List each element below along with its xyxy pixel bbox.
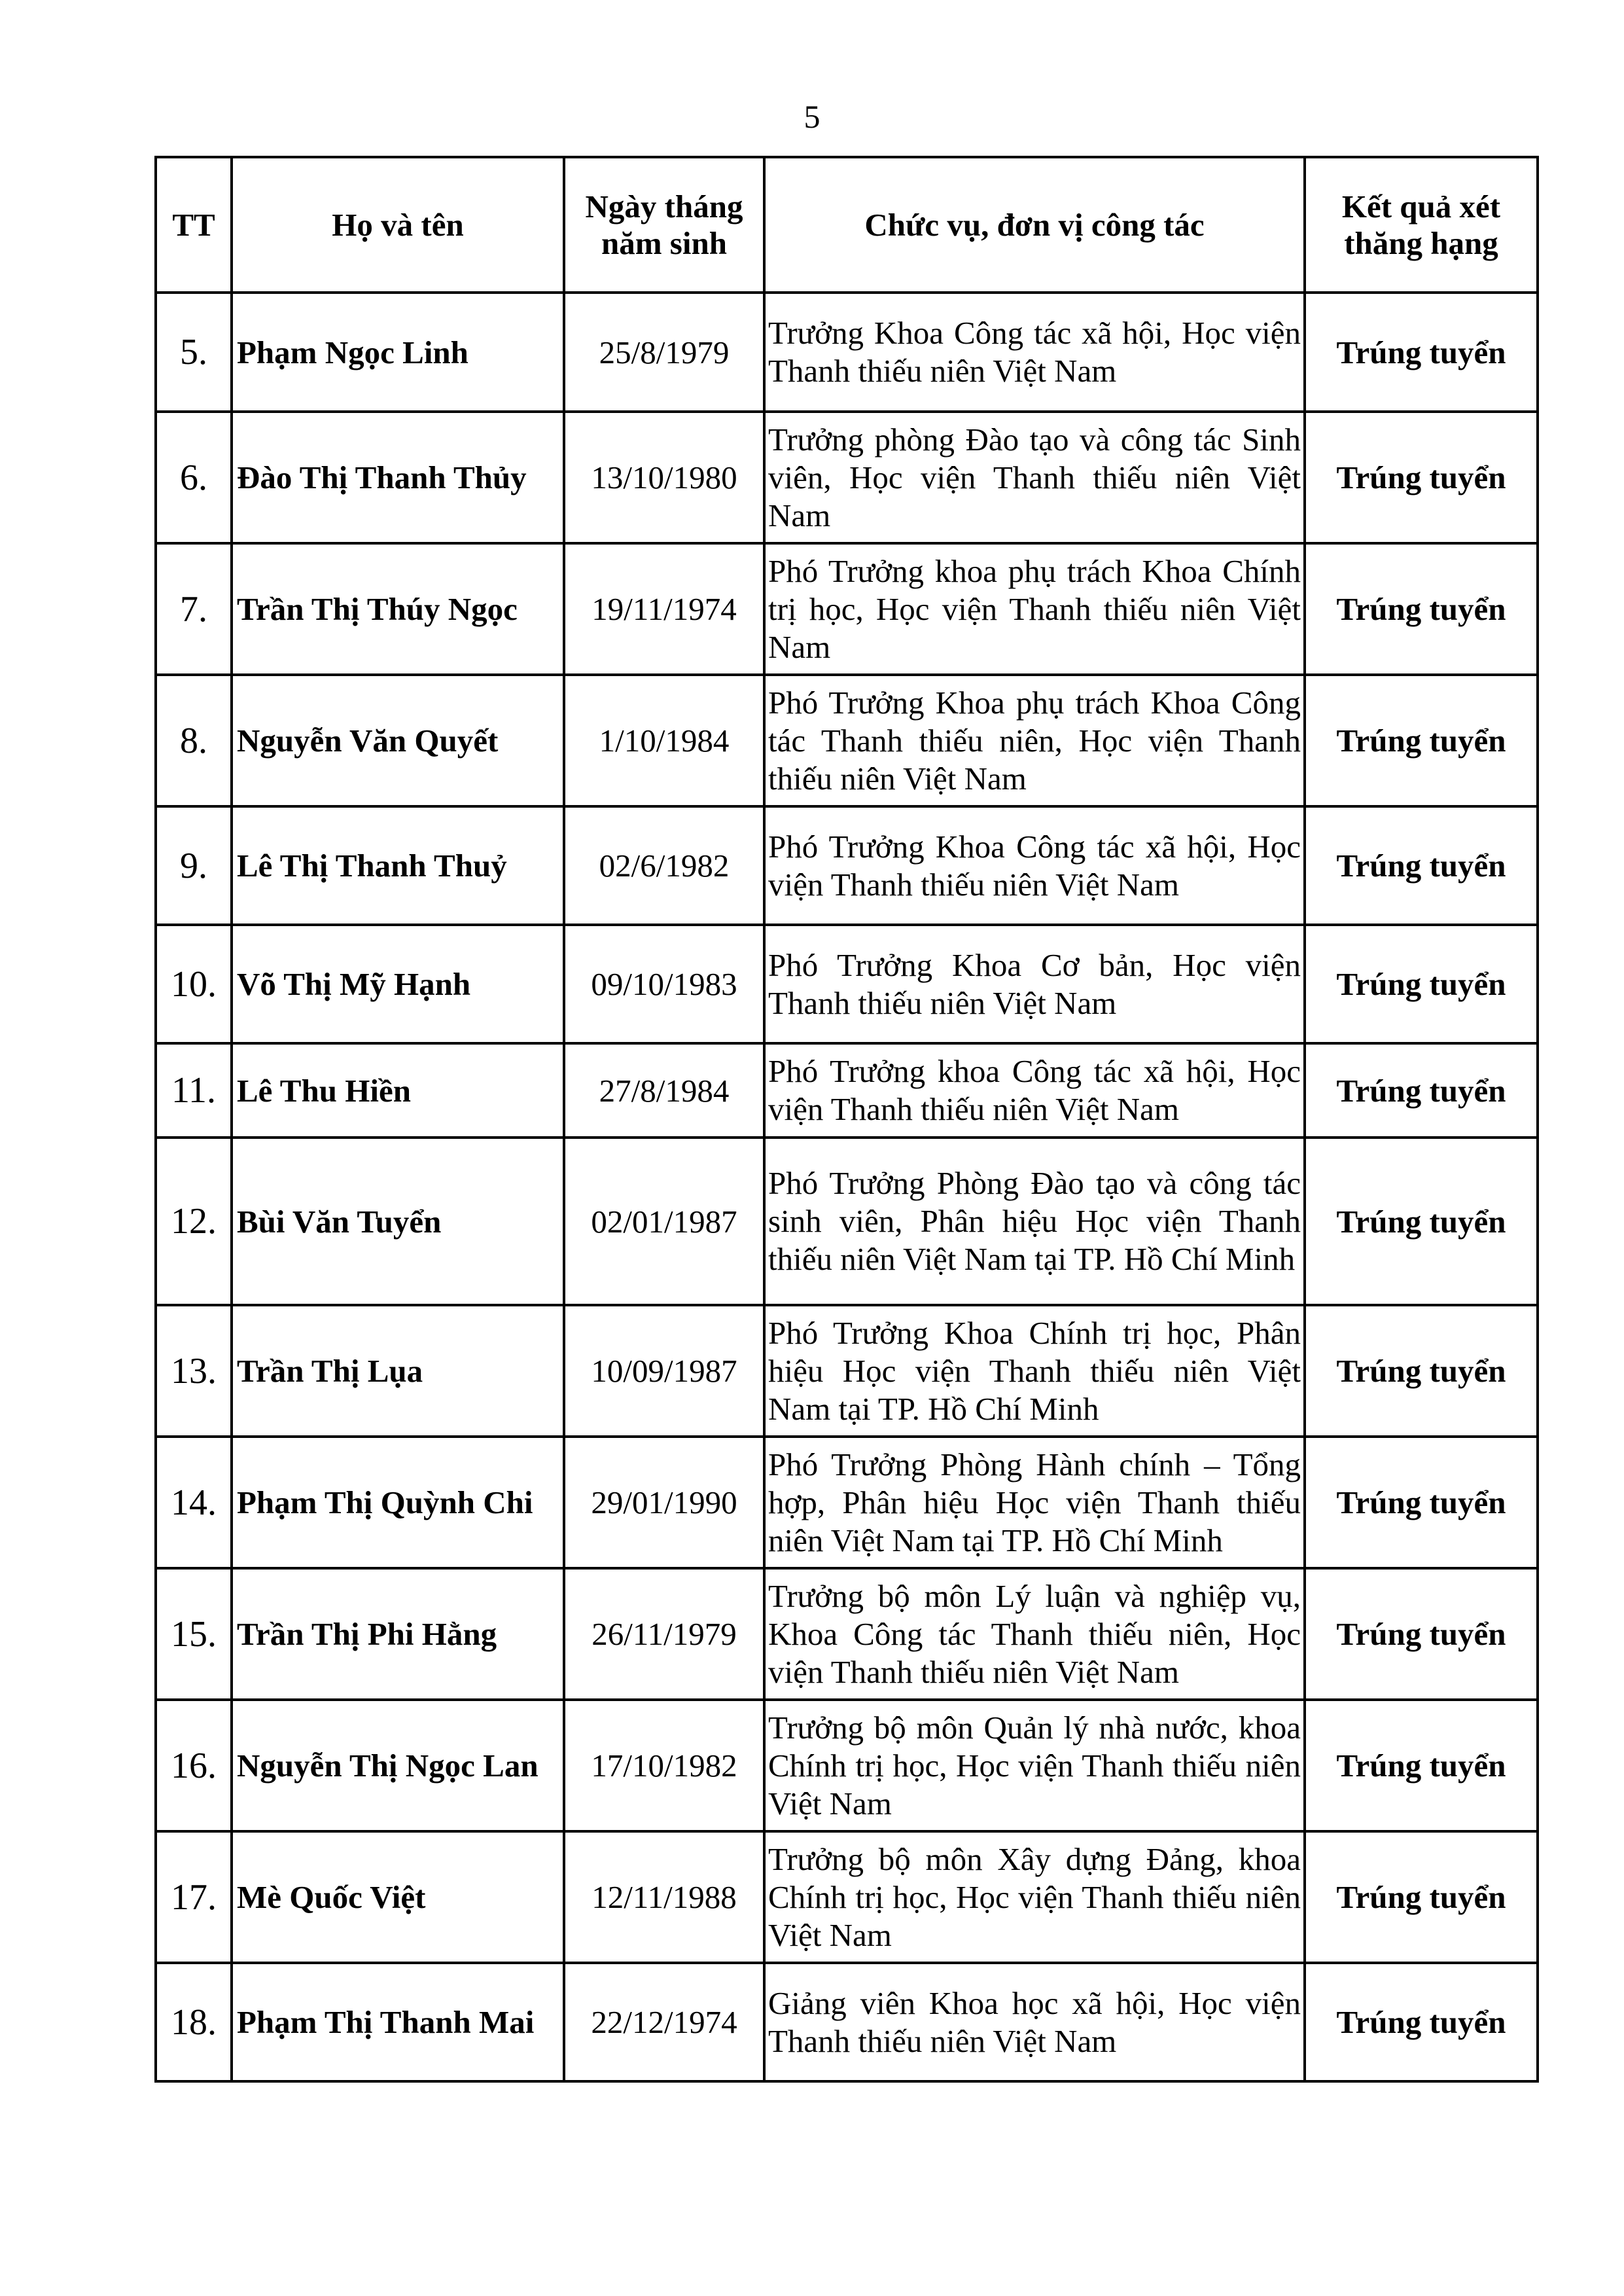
header-name: Họ và tên xyxy=(232,157,564,293)
row-name: Lê Thị Thanh Thuỷ xyxy=(232,806,564,925)
row-name: Nguyễn Thị Ngọc Lan xyxy=(232,1700,564,1831)
table-row xyxy=(156,293,1538,412)
row-name: Trần Thị Thúy Ngọc xyxy=(232,543,564,675)
row-dob: 29/01/1990 xyxy=(564,1437,764,1568)
row-tt: 14. xyxy=(156,1437,232,1568)
row-dob: 10/09/1987 xyxy=(564,1305,764,1437)
row-name: Bùi Văn Tuyển xyxy=(232,1138,564,1305)
row-result: Trúng tuyển xyxy=(1305,1138,1538,1305)
row-tt: 18. xyxy=(156,1963,232,2081)
row-position: Trưởng bộ môn Lý luận và nghiệp vụ, Khoa Công tác Thanh thiếu niên, Học viện Thanh thiếu niên Việt Nam xyxy=(764,1568,1305,1700)
table-row xyxy=(156,1700,1538,1831)
row-position: Phó Trưởng Khoa phụ trách Khoa Công tác Thanh thiếu niên, Học viện Thanh thiếu niên Việt Nam xyxy=(764,675,1305,806)
row-result: Trúng tuyển xyxy=(1305,675,1538,806)
row-name: Phạm Thị Quỳnh Chi xyxy=(232,1437,564,1568)
row-position: Phó Trưởng Khoa Công tác xã hội, Học viện Thanh thiếu niên Việt Nam xyxy=(764,806,1305,925)
row-dob: 13/10/1980 xyxy=(564,412,764,543)
row-tt: 7. xyxy=(156,543,232,675)
row-position: Phó Trưởng Khoa Chính trị học, Phân hiệu Học viện Thanh thiếu niên Việt Nam tại TP. Hồ Chí Minh xyxy=(764,1305,1305,1437)
table-row xyxy=(156,925,1538,1043)
row-dob: 17/10/1982 xyxy=(564,1700,764,1831)
header-result: Kết quả xét thăng hạng xyxy=(1305,157,1538,293)
row-tt: 11. xyxy=(156,1043,232,1138)
table-row xyxy=(156,1568,1538,1700)
row-dob: 26/11/1979 xyxy=(564,1568,764,1700)
table-header xyxy=(156,157,1538,293)
row-position: Giảng viên Khoa học xã hội, Học viện Thanh thiếu niên Việt Nam xyxy=(764,1963,1305,2081)
row-dob: 12/11/1988 xyxy=(564,1831,764,1963)
row-name: Trần Thị Lụa xyxy=(232,1305,564,1437)
row-tt: 12. xyxy=(156,1138,232,1305)
row-result: Trúng tuyển xyxy=(1305,1043,1538,1138)
row-tt: 8. xyxy=(156,675,232,806)
row-position: Trưởng bộ môn Quản lý nhà nước, khoa Chính trị học, Học viện Thanh thiếu niên Việt Nam xyxy=(764,1700,1305,1831)
row-name: Phạm Ngọc Linh xyxy=(232,293,564,412)
table-row xyxy=(156,675,1538,806)
row-result: Trúng tuyển xyxy=(1305,925,1538,1043)
row-result: Trúng tuyển xyxy=(1305,1568,1538,1700)
row-name: Lê Thu Hiền xyxy=(232,1043,564,1138)
table-body xyxy=(156,293,1538,2081)
row-name: Đào Thị Thanh Thủy xyxy=(232,412,564,543)
row-position: Phó Trưởng Khoa Cơ bản, Học viện Thanh thiếu niên Việt Nam xyxy=(764,925,1305,1043)
row-name: Phạm Thị Thanh Mai xyxy=(232,1963,564,2081)
row-dob: 09/10/1983 xyxy=(564,925,764,1043)
row-dob: 1/10/1984 xyxy=(564,675,764,806)
row-dob: 27/8/1984 xyxy=(564,1043,764,1138)
table-row xyxy=(156,1305,1538,1437)
table-row xyxy=(156,806,1538,925)
row-tt: 5. xyxy=(156,293,232,412)
row-tt: 13. xyxy=(156,1305,232,1437)
row-dob: 25/8/1979 xyxy=(564,293,764,412)
row-name: Mè Quốc Việt xyxy=(232,1831,564,1963)
header-dob: Ngày tháng năm sinh xyxy=(564,157,764,293)
table-row xyxy=(156,1138,1538,1305)
row-position: Trưởng bộ môn Xây dựng Đảng, khoa Chính trị học, Học viện Thanh thiếu niên Việt Nam xyxy=(764,1831,1305,1963)
table-row xyxy=(156,412,1538,543)
header-position: Chức vụ, đơn vị công tác xyxy=(764,157,1305,293)
table-row xyxy=(156,543,1538,675)
row-name: Nguyễn Văn Quyết xyxy=(232,675,564,806)
row-position: Phó Trưởng Phòng Đào tạo và công tác sinh viên, Phân hiệu Học viện Thanh thiếu niên Việt Nam tại TP. Hồ Chí Minh xyxy=(764,1138,1305,1305)
row-result: Trúng tuyển xyxy=(1305,806,1538,925)
row-dob: 22/12/1974 xyxy=(564,1963,764,2081)
row-position: Phó Trưởng khoa phụ trách Khoa Chính trị học, Học viện Thanh thiếu niên Việt Nam xyxy=(764,543,1305,675)
row-tt: 10. xyxy=(156,925,232,1043)
row-result: Trúng tuyển xyxy=(1305,1700,1538,1831)
row-tt: 15. xyxy=(156,1568,232,1700)
table-row xyxy=(156,1831,1538,1963)
row-result: Trúng tuyển xyxy=(1305,412,1538,543)
results-table xyxy=(154,156,1539,2083)
row-tt: 6. xyxy=(156,412,232,543)
page-number: 5 xyxy=(803,98,821,135)
row-position: Phó Trưởng Phòng Hành chính – Tổng hợp, Phân hiệu Học viện Thanh thiếu niên Việt Nam tại TP. Hồ Chí Minh xyxy=(764,1437,1305,1568)
row-result: Trúng tuyển xyxy=(1305,1437,1538,1568)
row-dob: 02/6/1982 xyxy=(564,806,764,925)
table-row xyxy=(156,1043,1538,1138)
row-tt: 17. xyxy=(156,1831,232,1963)
row-result: Trúng tuyển xyxy=(1305,293,1538,412)
row-name: Võ Thị Mỹ Hạnh xyxy=(232,925,564,1043)
row-position: Trưởng Khoa Công tác xã hội, Học viện Thanh thiếu niên Việt Nam xyxy=(764,293,1305,412)
header-tt: TT xyxy=(156,157,232,293)
row-result: Trúng tuyển xyxy=(1305,1831,1538,1963)
row-tt: 16. xyxy=(156,1700,232,1831)
row-dob: 19/11/1974 xyxy=(564,543,764,675)
header-row xyxy=(156,157,1538,293)
table-row xyxy=(156,1437,1538,1568)
row-result: Trúng tuyển xyxy=(1305,1305,1538,1437)
table-row xyxy=(156,1963,1538,2081)
row-position: Phó Trưởng khoa Công tác xã hội, Học viện Thanh thiếu niên Việt Nam xyxy=(764,1043,1305,1138)
row-position: Trưởng phòng Đào tạo và công tác Sinh viên, Học viện Thanh thiếu niên Việt Nam xyxy=(764,412,1305,543)
row-result: Trúng tuyển xyxy=(1305,543,1538,675)
row-name: Trần Thị Phi Hằng xyxy=(232,1568,564,1700)
row-dob: 02/01/1987 xyxy=(564,1138,764,1305)
row-result: Trúng tuyển xyxy=(1305,1963,1538,2081)
row-tt: 9. xyxy=(156,806,232,925)
